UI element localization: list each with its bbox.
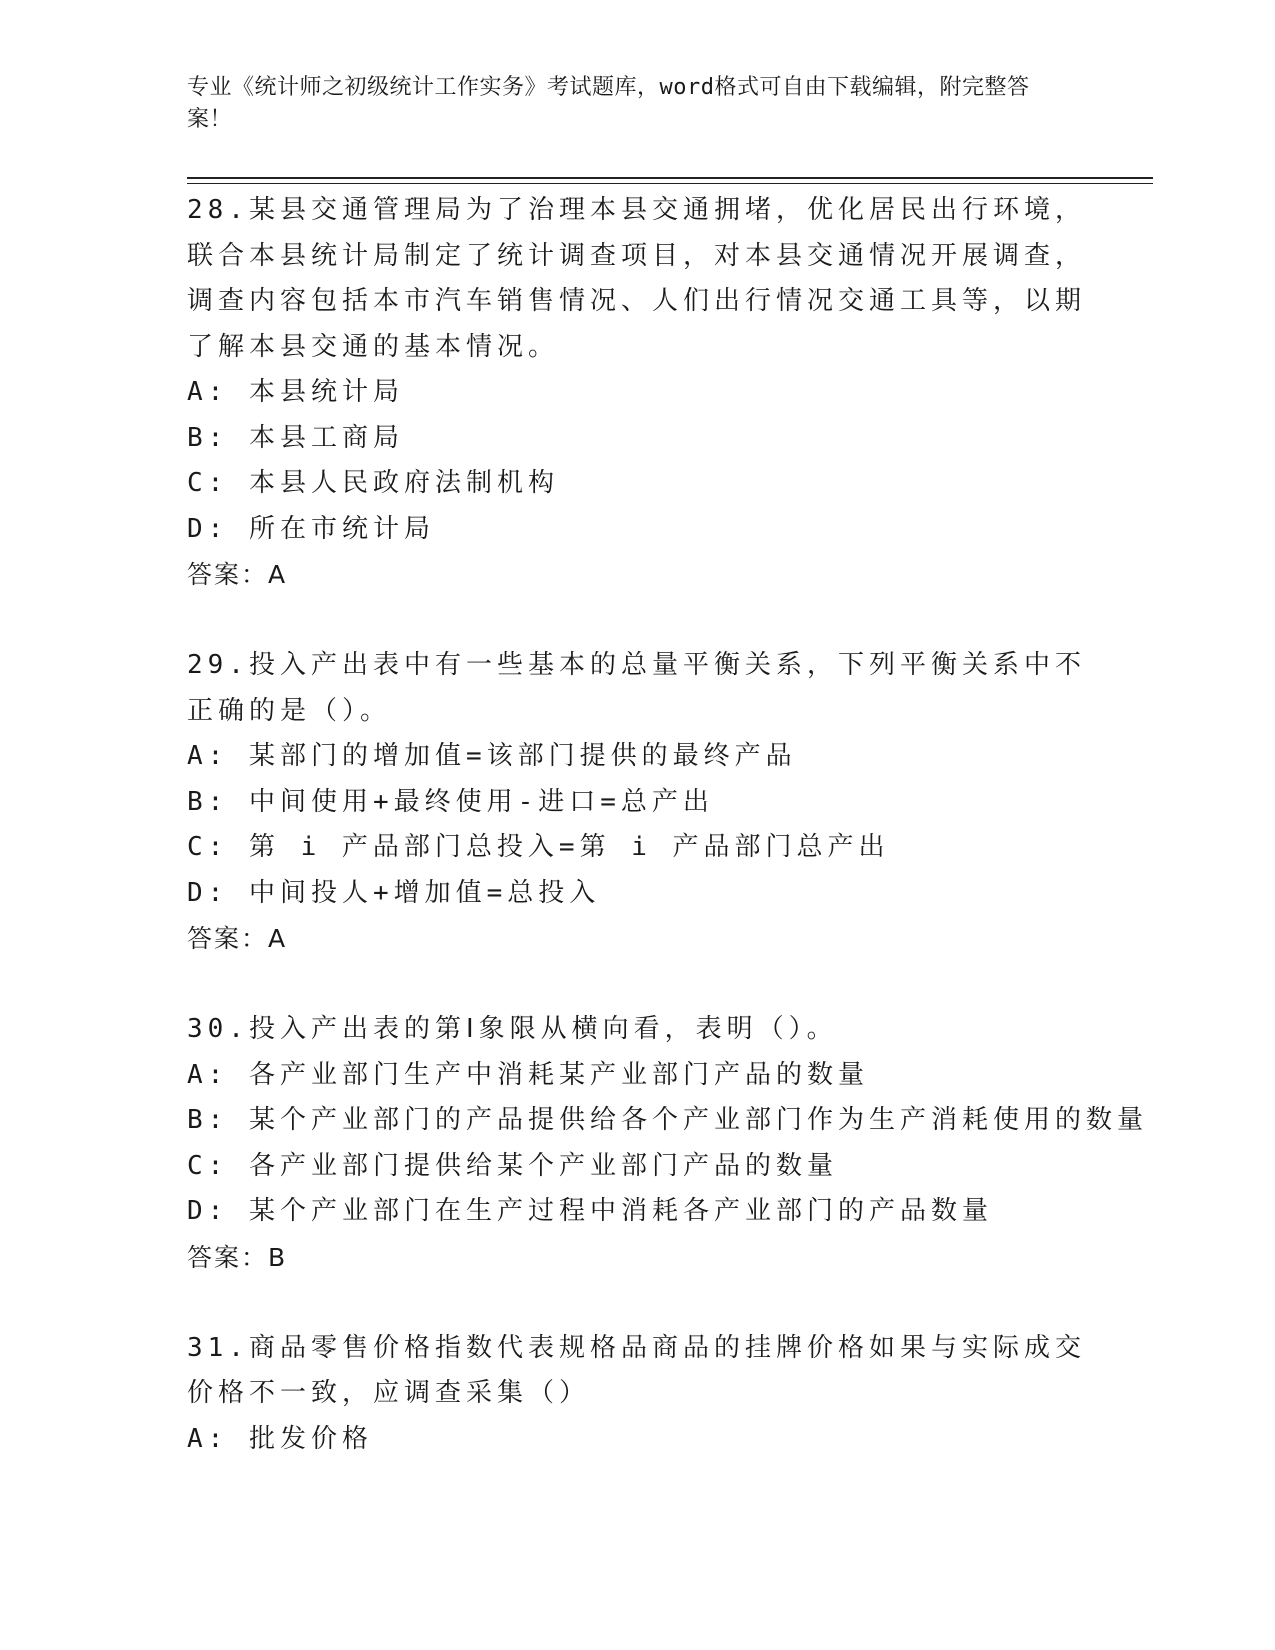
question-stem: 29.投入产出表中有一些基本的总量平衡关系，下列平衡关系中不正确的是（）。 xyxy=(187,650,1086,726)
option-d: D: 中间投人+增加值=总投入 xyxy=(187,877,601,908)
option-b: B: 某个产业部门的产品提供给各个产业部门作为生产消耗使用的数量 xyxy=(187,1105,1148,1135)
option-a: A: 本县统计局 xyxy=(187,377,404,407)
question-28 xyxy=(187,188,1087,643)
option-c: C: 第 i 产品部门总投入=第 i 产品部门总产出 xyxy=(187,832,890,862)
option-c: C: 各产业部门提供给某个产业部门产品的数量 xyxy=(187,1150,838,1181)
option-b: B: 中间使用+最终使用-进口=总产出 xyxy=(187,786,714,817)
option-c: C: 本县人民政府法制机构 xyxy=(187,468,559,498)
question-stem: 30.投入产出表的第Ⅰ象限从横向看，表明（）。 xyxy=(187,1014,838,1044)
option-b: B: 本县工商局 xyxy=(187,422,404,453)
option-a: A: 各产业部门生产中消耗某产业部门产品的数量 xyxy=(187,1059,869,1090)
option-a: A: 某部门的增加值=该部门提供的最终产品 xyxy=(187,741,797,771)
answer-label: 答案：A xyxy=(187,924,288,953)
question-spacer xyxy=(187,598,1087,644)
document-header: 专业《统计师之初级统计工作实务》考试题库，word格式可自由下载编辑，附完整答案！ xyxy=(187,75,1030,132)
answer-label: 答案：A xyxy=(187,560,288,589)
question-stem: 31.商品零售价格指数代表规格品商品的挂牌价格如果与实际成交价格不一致，应调查采集（） xyxy=(187,1332,1086,1408)
question-29 xyxy=(187,643,1087,1007)
option-d: D: 所在市统计局 xyxy=(187,513,435,544)
question-list xyxy=(187,188,1148,1462)
question-spacer xyxy=(187,1280,1087,1326)
answer-label: 答案：B xyxy=(187,1242,288,1272)
header-divider-thin xyxy=(187,183,1153,184)
question-stem: 28.某县交通管理局为了治理本县交通拥堵，优化居民出行环境，联合本县统计局制定了统计调查项目，对本县交通情况开展调查，调查内容包括本市汽车销售情况、人们出行情况交通工具等，以期了解本县交通的基本情况。 xyxy=(187,195,1087,362)
question-30 xyxy=(187,1007,1148,1326)
header-divider-thick xyxy=(187,177,1153,179)
option-d: D: 某个产业部门在生产过程中消耗各产业部门的产品数量 xyxy=(187,1196,993,1226)
question-spacer xyxy=(187,962,1087,1008)
question-31 xyxy=(187,1326,1087,1463)
option-a: A: 批发价格 xyxy=(187,1423,373,1454)
